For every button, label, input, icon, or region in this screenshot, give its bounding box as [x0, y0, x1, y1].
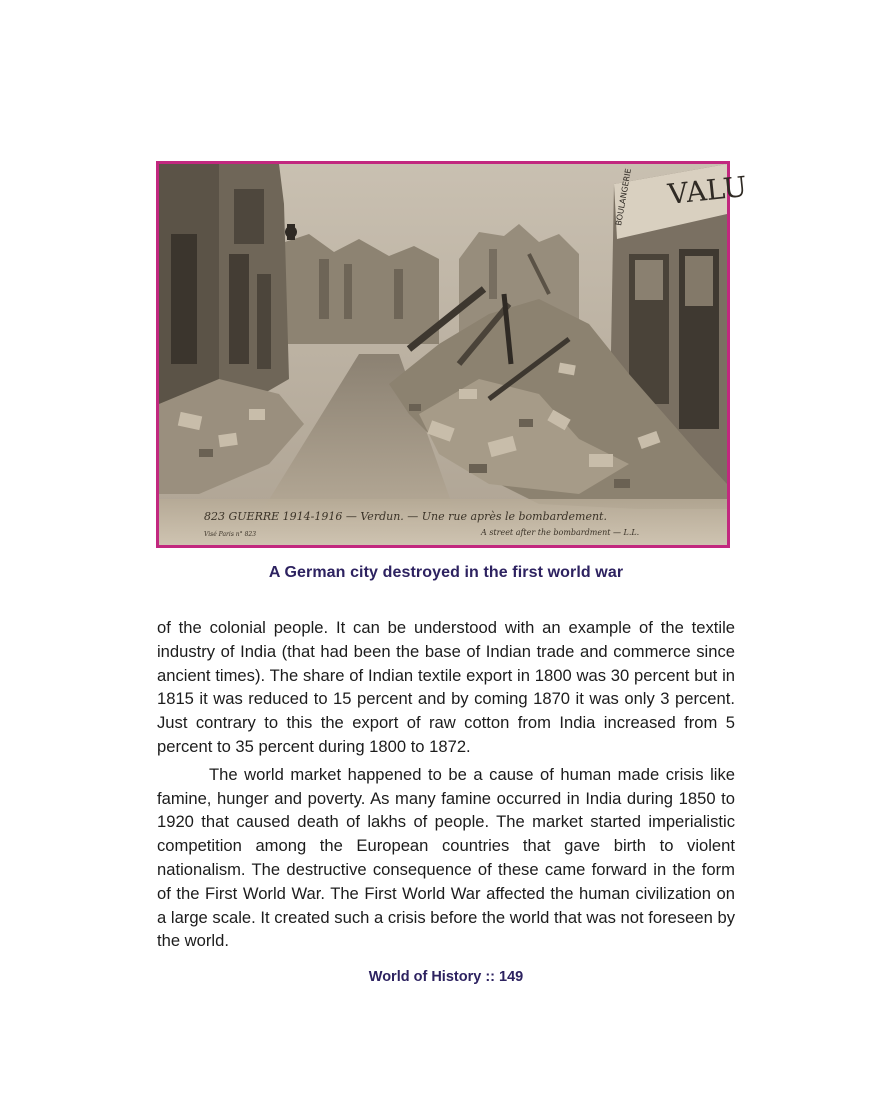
shop-sign: VALU — [666, 169, 749, 211]
postcard-caption-publisher: Visé Paris n° 823 — [204, 531, 257, 538]
war-ruins-photo — [156, 161, 749, 548]
postcard-caption-french: 823 GUERRE 1914-1916 — Verdun. — Une rue après le bombardement. — [204, 510, 607, 523]
paragraph: The world market happened to be a cause of human made crisis like famine, hunger and poverty. As many famine occurred in India during 1850 to 1920 that caused death of lakhs of people. The market started imperialistic competition among the European countries that gave birth to violent nationalism. The destructive consequence of these came forward in the form of the First World War. The First World War affected the human civilization on a large scale. It created such a crisis before the world that was not foreseen by the world. — [157, 764, 735, 951]
paragraph: of the colonial people. It can be understood with an example of the textile industry of India (that had been the base of Indian trade and commerce since ancient times). The share of Indian textile export in 1800 was 30 percent but in 1815 it was reduced to 15 percent and by coming 1870 it was only 3 percent. Just contrary to this the export of raw cotton from India increased from 5 percent to 35 percent during 1800 to 1872. — [157, 618, 735, 756]
shop-sign-small: BOULANGERIE — [614, 167, 634, 227]
body-text — [157, 616, 735, 953]
figure-caption: A German city destroyed in the first world war — [268, 564, 624, 581]
ruined-street-illustration — [159, 164, 749, 545]
page-footer: World of History :: 149 — [368, 969, 524, 985]
postcard-caption-english: A street after the bombardment — L.L. — [481, 528, 640, 537]
